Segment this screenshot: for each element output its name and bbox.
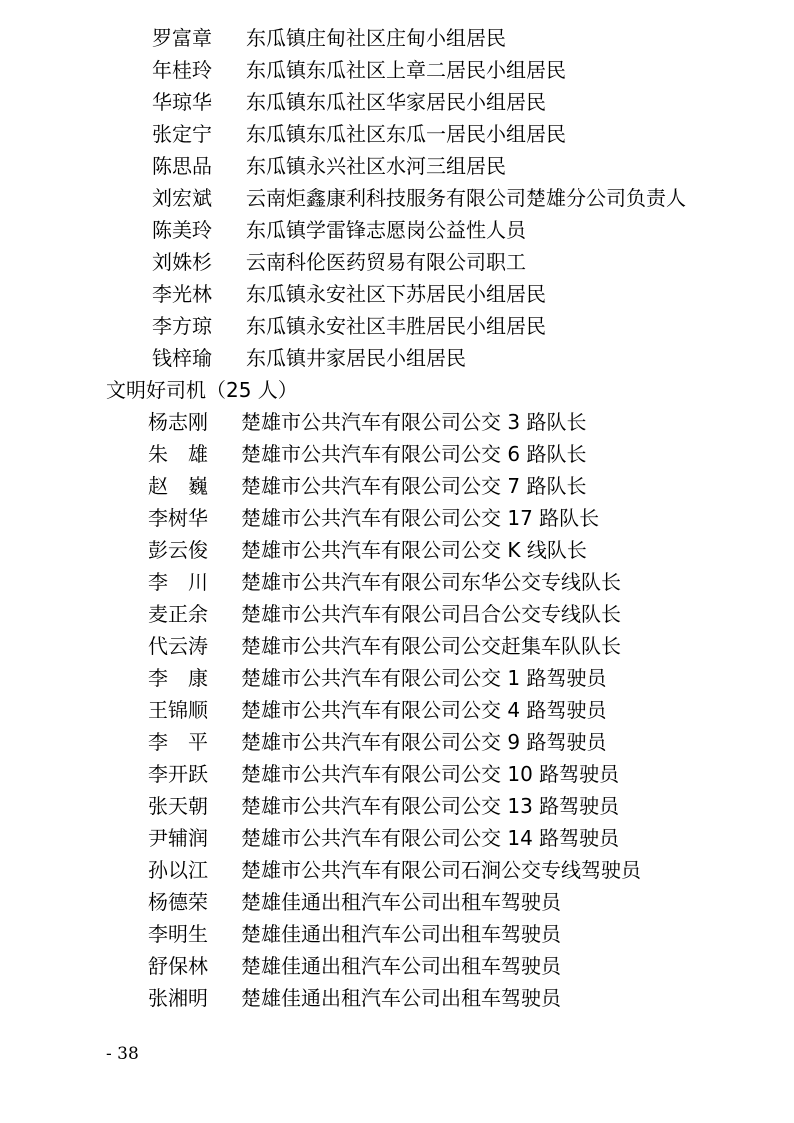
person-name: 尹辅润 [148,826,208,850]
person-description: 楚雄市公共汽车有限公司公交 10 路驾驶员 [241,762,620,786]
person-description: 东瓜镇东瓜社区华家居民小组居民 [246,90,546,114]
person-description: 楚雄佳通出租汽车公司出租车驾驶员 [241,954,561,978]
person-name: 杨志刚 [148,410,208,434]
person-description: 楚雄市公共汽车有限公司公交 3 路队长 [241,410,587,434]
person-name: 陈美玲 [152,218,212,242]
person-description: 东瓜镇东瓜社区上章二居民小组居民 [246,58,566,82]
person-name: 陈思品 [152,154,212,178]
person-name: 孙以江 [148,858,208,882]
person-name: 李 康 [148,666,208,690]
person-description: 楚雄佳通出租汽车公司出租车驾驶员 [241,890,561,914]
person-description: 东瓜镇东瓜社区东瓜一居民小组居民 [246,122,566,146]
person-description: 楚雄佳通出租汽车公司出租车驾驶员 [241,922,561,946]
page-number: - 38 [106,1044,139,1064]
person-name: 张天朝 [148,794,208,818]
person-description: 楚雄市公共汽车有限公司石涧公交专线驾驶员 [241,858,641,882]
section-heading: 文明好司机（25 人） [106,378,298,402]
person-description: 东瓜镇永兴社区水河三组居民 [246,154,506,178]
person-name: 舒保林 [148,954,208,978]
person-description: 楚雄市公共汽车有限公司公交 4 路驾驶员 [241,698,607,722]
person-description: 楚雄市公共汽车有限公司公交 13 路驾驶员 [241,794,620,818]
person-name: 罗富章 [152,26,212,50]
person-name: 年桂玲 [152,58,212,82]
person-name: 李方琼 [152,314,212,338]
person-name: 麦正余 [148,602,208,626]
person-name: 李 川 [148,570,208,594]
person-name: 钱梓瑜 [152,346,212,370]
person-name: 李光林 [152,282,212,306]
person-description: 楚雄佳通出租汽车公司出租车驾驶员 [241,986,561,1010]
person-description: 楚雄市公共汽车有限公司公交赶集车队队长 [241,634,621,658]
person-description: 楚雄市公共汽车有限公司东华公交专线队长 [241,570,621,594]
person-description: 东瓜镇学雷锋志愿岗公益性人员 [246,218,526,242]
person-name: 李 平 [148,730,208,754]
person-name: 王锦顺 [148,698,208,722]
person-name: 代云涛 [148,634,208,658]
person-description: 云南炬鑫康利科技服务有限公司楚雄分公司负责人 [246,186,686,210]
person-description: 楚雄市公共汽车有限公司公交 6 路队长 [241,442,587,466]
person-name: 李开跃 [148,762,208,786]
person-name: 杨德荣 [148,890,208,914]
person-description: 楚雄市公共汽车有限公司公交 9 路驾驶员 [241,730,607,754]
person-name: 朱 雄 [148,442,208,466]
person-description: 楚雄市公共汽车有限公司公交 K 线队长 [241,538,587,562]
person-description: 东瓜镇庄甸社区庄甸小组居民 [246,26,506,50]
person-name: 华琼华 [152,90,212,114]
person-description: 东瓜镇永安社区下苏居民小组居民 [246,282,546,306]
person-name: 李明生 [148,922,208,946]
person-description: 云南科伦医药贸易有限公司职工 [246,250,526,274]
person-name: 李树华 [148,506,208,530]
person-description: 东瓜镇永安社区丰胜居民小组居民 [246,314,546,338]
person-name: 张湘明 [148,986,208,1010]
person-description: 东瓜镇井家居民小组居民 [246,346,466,370]
person-name: 刘姝杉 [152,250,212,274]
person-name: 张定宁 [152,122,212,146]
person-description: 楚雄市公共汽车有限公司公交 17 路队长 [241,506,600,530]
person-description: 楚雄市公共汽车有限公司吕合公交专线队长 [241,602,621,626]
person-name: 刘宏斌 [152,186,212,210]
person-description: 楚雄市公共汽车有限公司公交 7 路队长 [241,474,587,498]
person-name: 彭云俊 [148,538,208,562]
person-description: 楚雄市公共汽车有限公司公交 14 路驾驶员 [241,826,620,850]
person-description: 楚雄市公共汽车有限公司公交 1 路驾驶员 [241,666,607,690]
person-name: 赵 巍 [148,474,208,498]
